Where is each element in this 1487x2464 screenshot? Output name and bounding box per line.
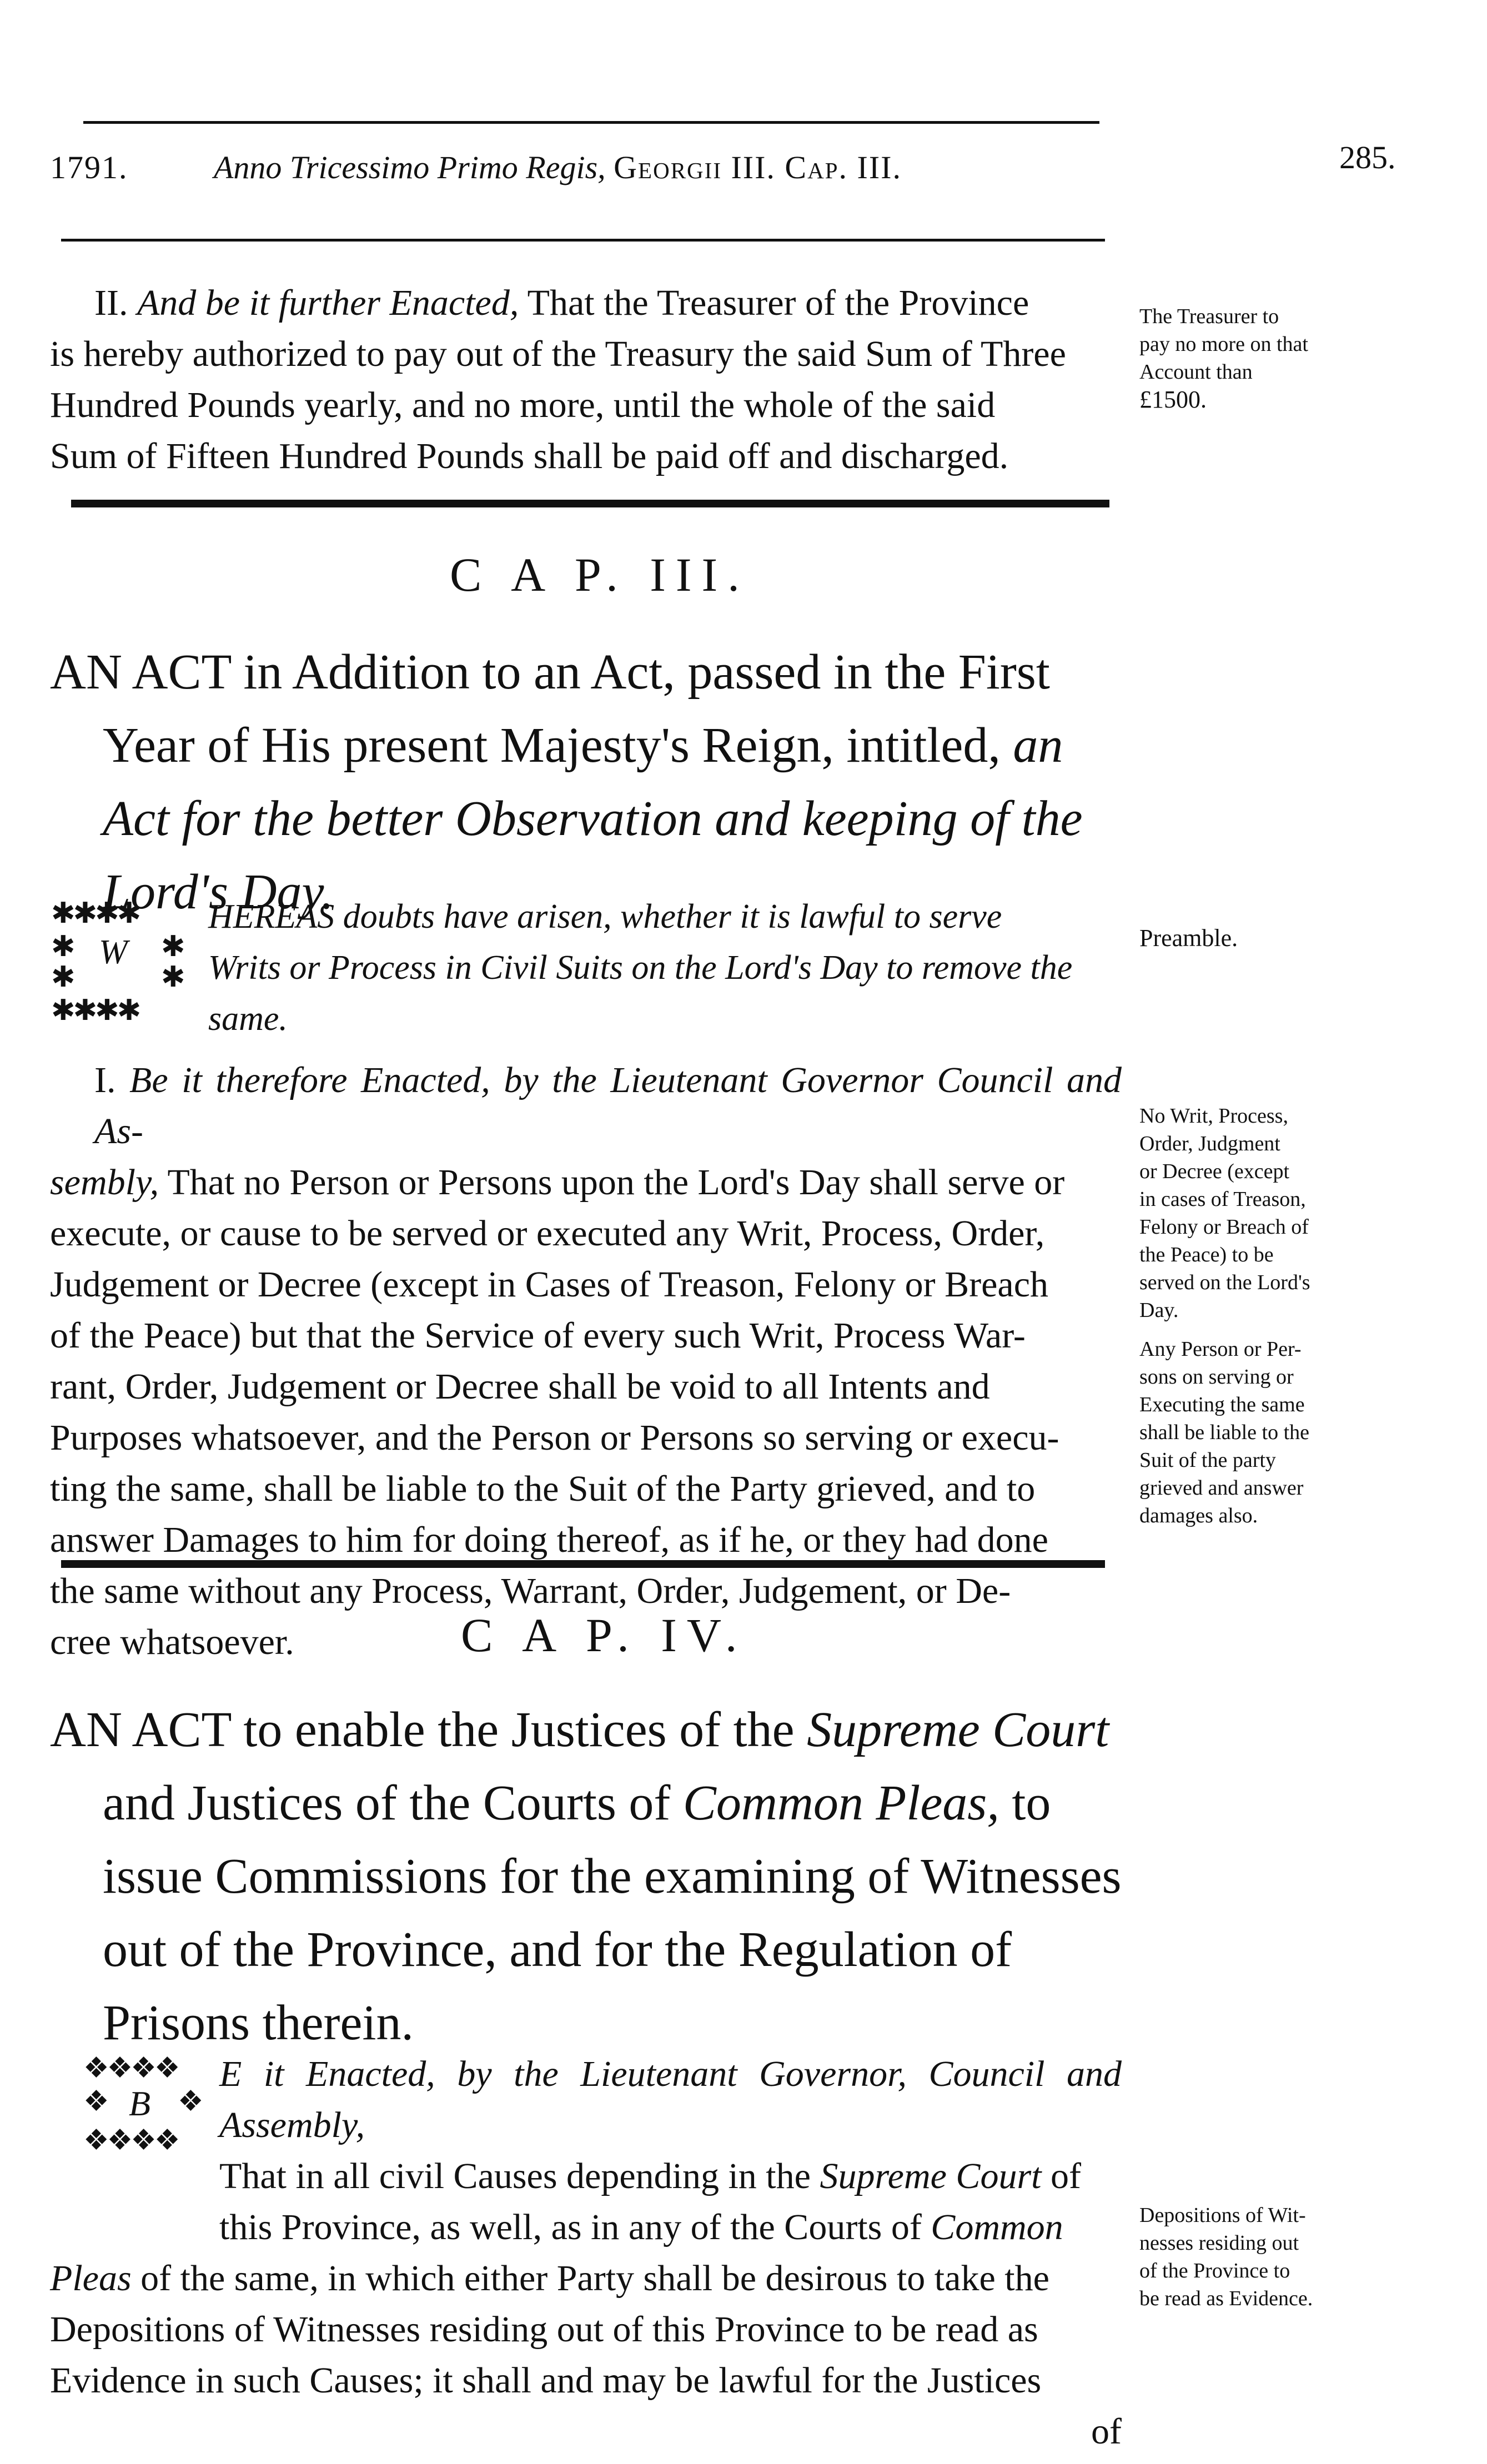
section-i-line: Purposes whatsoever, and the Person or Persons so serving or execu- xyxy=(50,1417,1059,1458)
section-i-margin-note xyxy=(1139,1102,1384,1324)
section-i-line: I. Be it therefore Enacted, by the Lieutenant Governor Council and As- xyxy=(94,1060,1122,1151)
cap-iv-margin-note xyxy=(1139,2201,1384,2312)
section-ii-text xyxy=(50,278,1122,482)
margin-note-line: pay no more on that xyxy=(1139,333,1308,356)
page-number: 285. xyxy=(1339,139,1396,175)
margin-note-line: Felony or Breach of xyxy=(1139,1215,1309,1239)
margin-note-line: £1500. xyxy=(1139,386,1207,413)
section-ii-line: Hundred Pounds yearly, and no more, until the whole of the said xyxy=(50,385,996,425)
margin-note-line: sons on serving or xyxy=(1139,1365,1294,1389)
section-divider-rule xyxy=(71,500,1109,507)
cap-iv-line: E it Enacted, by the Lieutenant Governor, Council and Assembly, xyxy=(219,2054,1122,2145)
ornament-border-icon: ✱ xyxy=(51,962,73,993)
margin-note-line: Account than xyxy=(1139,360,1253,384)
preamble-text xyxy=(208,891,1124,1044)
cap-iv-drop-cap: B xyxy=(129,2084,151,2123)
cap-iv-act-title xyxy=(50,1693,1138,2060)
margin-note-line: No Writ, Process, xyxy=(1139,1104,1288,1128)
section-i-line: answer Damages to him for doing thereof, as if he, or they had done xyxy=(50,1520,1048,1560)
section-i-text xyxy=(50,1055,1122,1668)
margin-note-line: Suit of the party xyxy=(1139,1449,1276,1472)
section-i-line: of the Peace) but that the Service of every such Writ, Process War- xyxy=(50,1315,1026,1356)
margin-note-line: shall be liable to the xyxy=(1139,1421,1310,1444)
preamble-margin-note: Preamble. xyxy=(1139,924,1238,952)
section-i-margin-note-2 xyxy=(1139,1335,1384,1530)
cap-iii-act-title xyxy=(50,636,1138,929)
ornament-border-icon: ✱ xyxy=(161,962,183,993)
margin-note-line: served on the Lord's xyxy=(1139,1271,1310,1294)
margin-note-line: The Treasurer to xyxy=(1139,305,1279,328)
act-title-line: and Justices of the Courts of Common Pleas, to xyxy=(103,1776,1051,1831)
cap-iv-line: Pleas of the same, in which either Party shall be desirous to take the xyxy=(50,2258,1049,2299)
ornament-border-icon: ✱ xyxy=(51,931,73,963)
margin-note-line: Depositions of Wit- xyxy=(1139,2204,1306,2227)
cap-iii-heading: C A P. III. xyxy=(450,548,750,601)
cap-iv-line: Depositions of Witnesses residing out of this Province to be read as xyxy=(50,2309,1038,2350)
cap-iv-line: this Province, as well, as in any of the Courts of Common xyxy=(219,2207,1063,2247)
margin-note-line: Order, Judgment xyxy=(1139,1132,1280,1155)
top-rule xyxy=(83,121,1099,124)
section-i-line: cree whatsoever. xyxy=(50,1622,294,1662)
header-year: 1791. xyxy=(50,149,128,185)
margin-note-line: the Peace) to be xyxy=(1139,1243,1274,1266)
ornament-border-icon: ❖❖❖❖ xyxy=(83,2125,178,2156)
margin-note-line: damages also. xyxy=(1139,1504,1258,1527)
cap-iv-heading: C A P. IV. xyxy=(461,1608,747,1662)
running-header xyxy=(50,139,1438,199)
margin-note-line: of the Province to xyxy=(1139,2259,1290,2282)
section-ii-line: Sum of Fifteen Hundred Pounds shall be paid off and discharged. xyxy=(50,436,1009,476)
ornament-border-icon: ✱✱✱✱ xyxy=(51,995,139,1027)
section-i-line: execute, or cause to be served or executed any Writ, Process, Order, xyxy=(50,1213,1045,1254)
margin-note-line: Executing the same xyxy=(1139,1393,1305,1416)
section-i-line: the same without any Process, Warrant, Order, Judgement, or De- xyxy=(50,1571,1011,1611)
act-title-line: AN ACT to enable the Justices of the Supreme Court xyxy=(50,1702,1109,1757)
preamble-line: HEREAS doubts have arisen, whether it is lawful to serve xyxy=(208,898,1002,936)
section-ii-line: is hereby authorized to pay out of the Treasury the said Sum of Three xyxy=(50,334,1066,374)
ornament-border-icon: ✱ xyxy=(161,931,183,963)
cap-iv-line: That in all civil Causes depending in the Supreme Court of xyxy=(219,2156,1081,2196)
act-title-line: Act for the better Observation and keeping of the xyxy=(103,791,1083,846)
cap-iv-body-text xyxy=(50,2049,1122,2457)
ornament-border-icon: ✱✱✱✱ xyxy=(51,898,139,929)
margin-note-line: Any Person or Per- xyxy=(1139,1337,1302,1361)
margin-note-line: Day. xyxy=(1139,1299,1179,1322)
act-title-line: out of the Province, and for the Regulation of xyxy=(103,1922,1012,1977)
act-title-line: issue Commissions for the examining of Witnesses xyxy=(103,1849,1122,1904)
margin-note-line: in cases of Treason, xyxy=(1139,1188,1306,1211)
margin-note-line: be read as Evidence. xyxy=(1139,2287,1313,2310)
section-ii-line: II. And be it further Enacted, That the Treasurer of the Province xyxy=(94,283,1029,323)
section-i-line: Judgement or Decree (except in Cases of Treason, Felony or Breach xyxy=(50,1264,1048,1305)
section-ii-margin-note xyxy=(1139,303,1384,414)
act-title-line: Lord's Day. xyxy=(103,864,334,919)
preamble-line: same. xyxy=(208,1000,288,1038)
header-rule xyxy=(61,239,1105,242)
ornament-border-icon: ❖ xyxy=(178,2086,202,2118)
section-divider-rule xyxy=(61,1560,1105,1568)
section-i-line: ting the same, shall be liable to the Suit of the Party grieved, and to xyxy=(50,1469,1036,1509)
margin-note-line: grieved and answer xyxy=(1139,1476,1304,1500)
header-running-italic: Anno Tricessimo Primo Regis, xyxy=(214,149,606,185)
margin-note-line: or Decree (except xyxy=(1139,1160,1290,1183)
cap-iv-line: Evidence in such Causes; it shall and may be lawful for the Justices xyxy=(50,2360,1042,2401)
preamble-line: Writs or Process in Civil Suits on the Lord's Day to remove the xyxy=(208,949,1073,987)
header-running-caps: Georgii III. Cap. III. xyxy=(614,149,902,185)
ornament-border-icon: ❖❖❖❖ xyxy=(83,2053,178,2084)
section-i-line: sembly, That no Person or Persons upon the Lord's Day shall serve or xyxy=(50,1162,1065,1203)
preamble-drop-cap: W xyxy=(99,933,128,971)
margin-note-line: nesses residing out xyxy=(1139,2231,1299,2255)
header-running-title xyxy=(214,149,902,186)
act-title-line: Year of His present Majesty's Reign, intitled, an xyxy=(103,718,1063,773)
act-title-line: Prisons therein. xyxy=(103,1995,414,2050)
ornament-border-icon: ❖ xyxy=(83,2086,107,2118)
catchword: of xyxy=(1091,2411,1122,2452)
section-i-line: rant, Order, Judgement or Decree shall be void to all Intents and xyxy=(50,1366,990,1407)
act-title-line: AN ACT in Addition to an Act, passed in the First xyxy=(50,645,1050,700)
